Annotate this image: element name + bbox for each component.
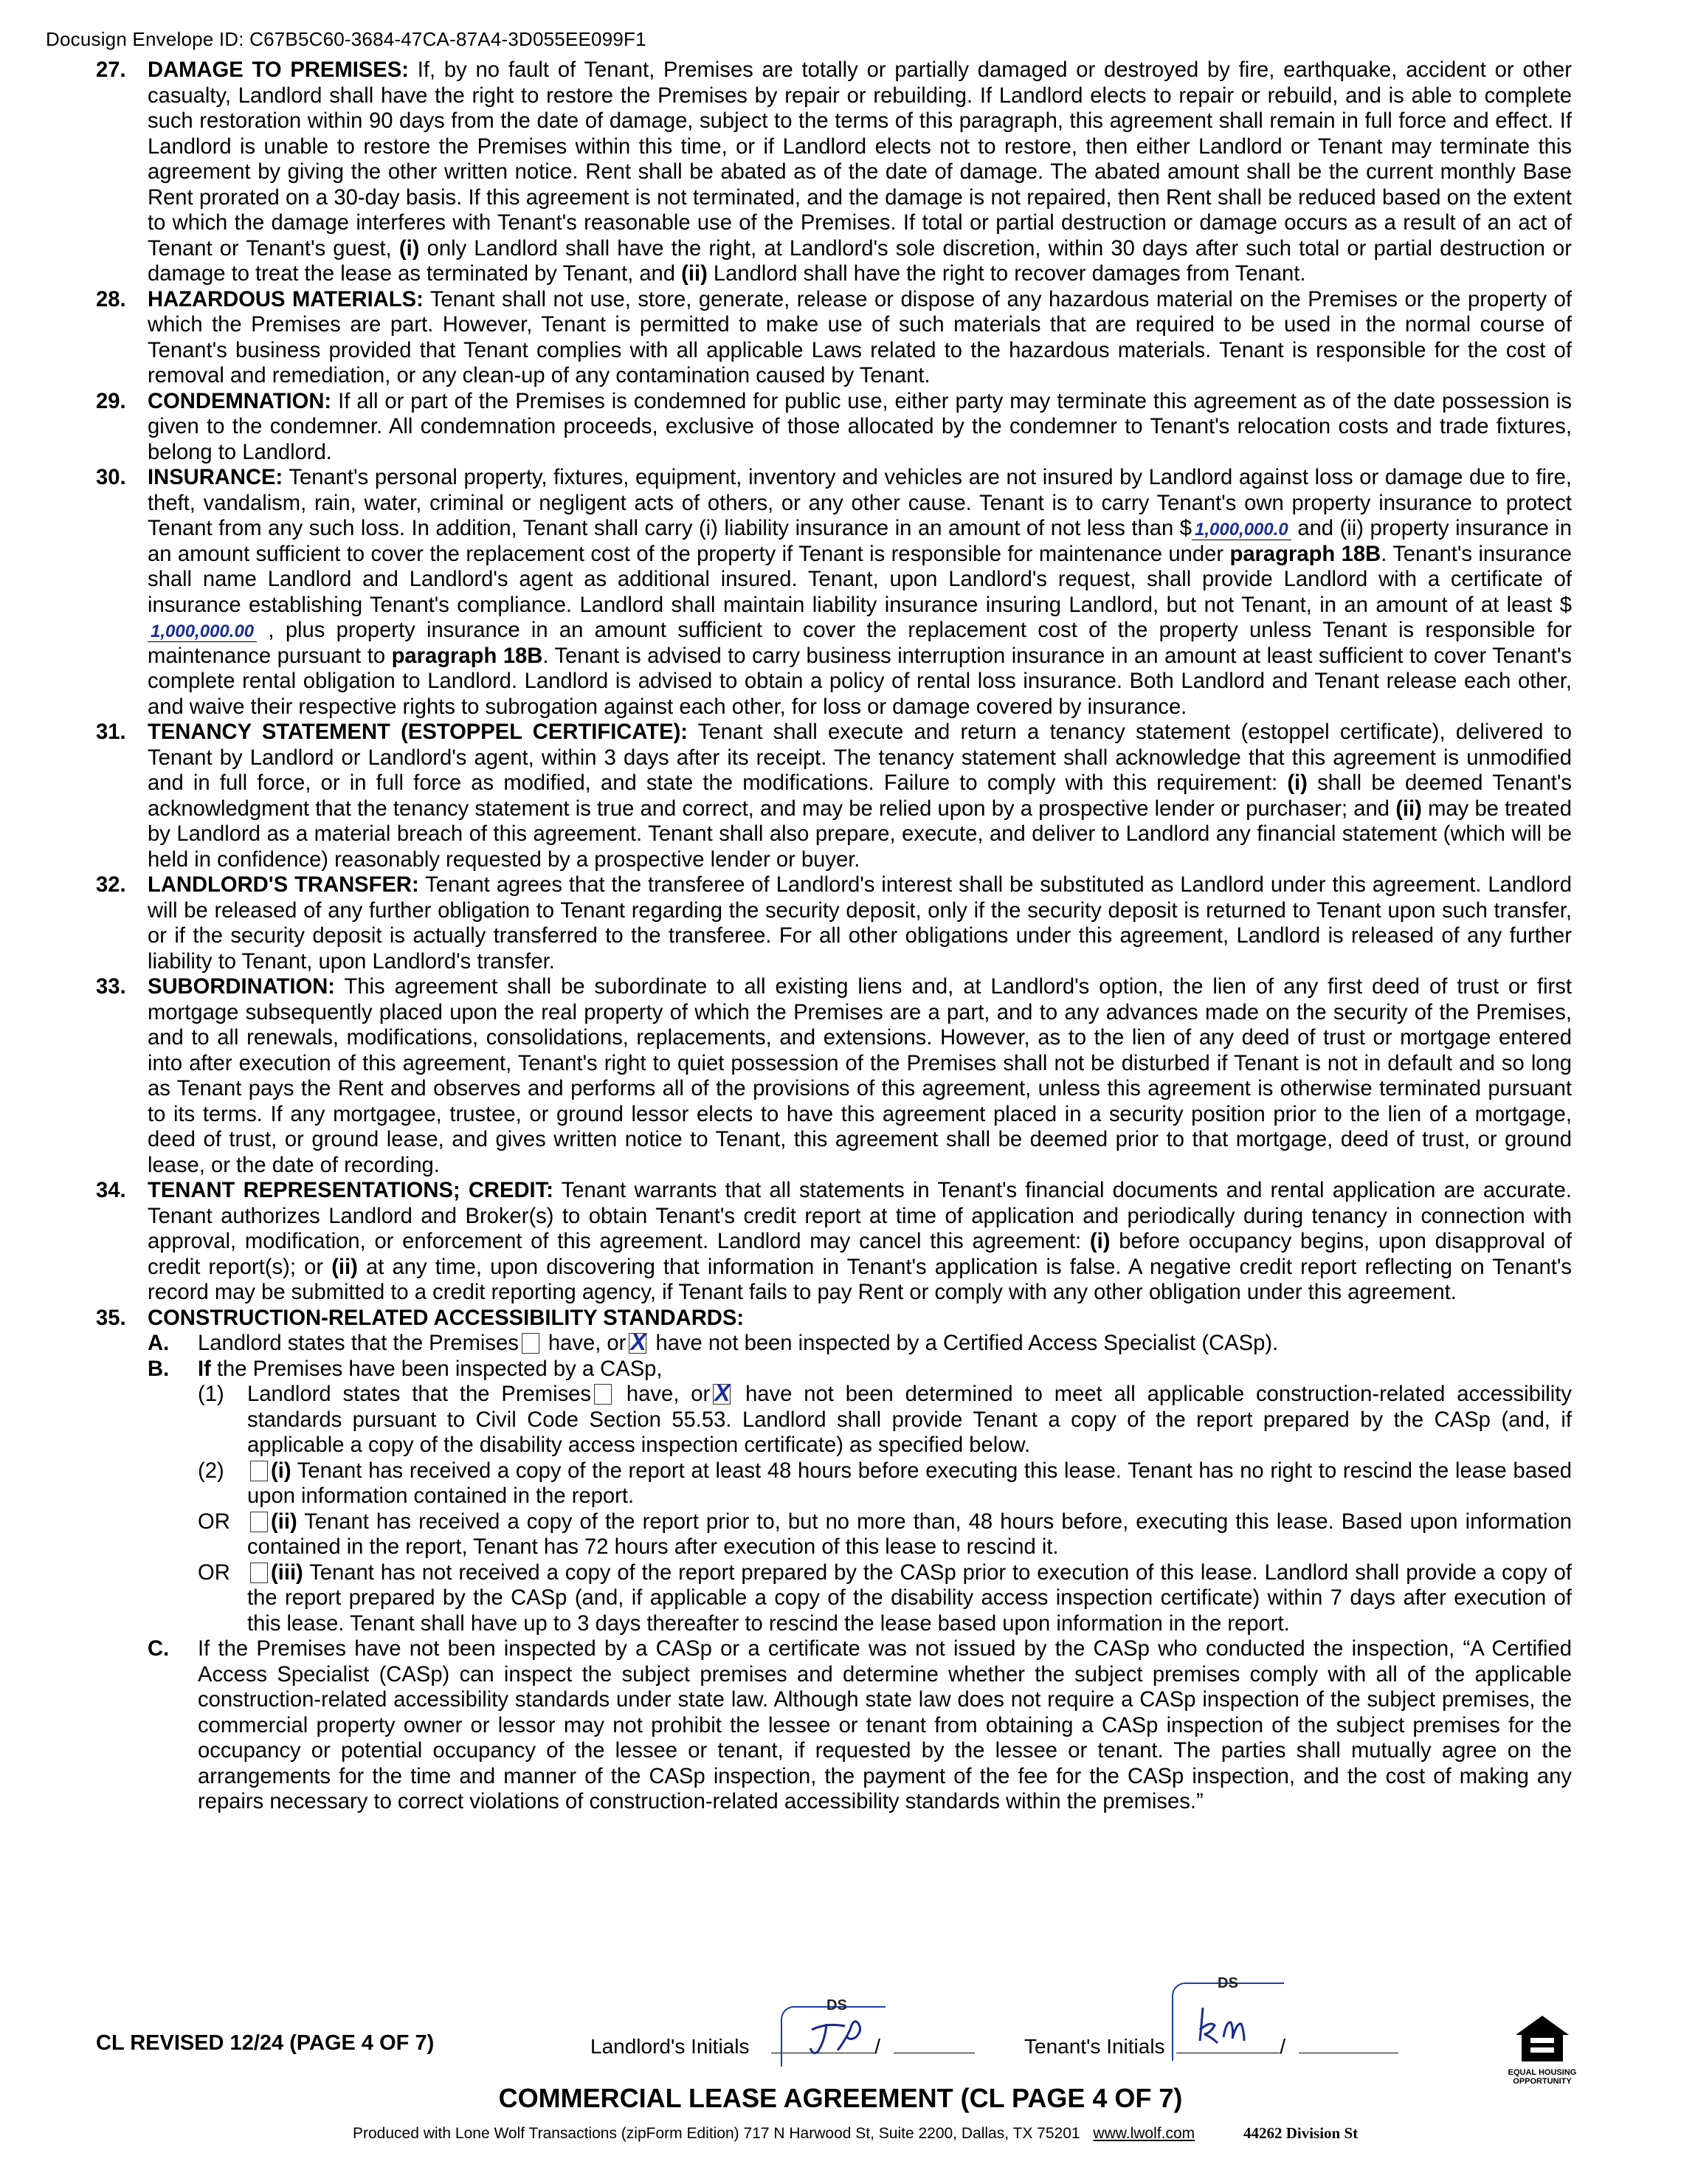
- section-35-b-2-ii: OR (ii) Tenant has received a copy of the report prior to, but no more than, 48 hours before, executing this lease. Based upon information contained in the report, Tenant has 72 hours after execution of this lease to rescind it.: [198, 1509, 1572, 1559]
- standards-have-not-checkbox[interactable]: [713, 1384, 731, 1405]
- section-heading: TENANT REPRESENTATIONS; CREDIT:: [148, 1179, 553, 1202]
- section-number: 28.: [96, 287, 126, 311]
- report-received-48h-checkbox[interactable]: [250, 1461, 268, 1481]
- tenant-initials-field-2[interactable]: [1299, 2035, 1398, 2053]
- section-heading: SUBORDINATION:: [148, 975, 336, 999]
- section-heading: CONDEMNATION:: [148, 389, 332, 413]
- section-heading: INSURANCE:: [148, 466, 283, 489]
- section-35-c: C. If the Premises have not been inspected by a CASp or a certificate was not issued by the CASp who conducted the inspection, “A Certified Access Specialist (CASp) can inspect the subject premises and determine whether the subject premises comply with all of the applicable construction-related accessibility standards under state law. Although state law does not require a CASp inspection of the subject premises, the commercial property owner or lessor may not prohibit the lessee or tenant from obtaining a CASp inspection of the subject premises for the occupancy or potential occupancy of the lessee or tenant, if requested by the lessee or tenant. The parties shall mutually agree on the arrangements for the time and manner of the CASp inspection, the payment of the fee for the CASp inspection, and the cost of making any repairs necessary to correct violations of construction-related accessibility standards within the premises.”: [148, 1637, 1572, 1813]
- section-35-b-1: (1) Landlord states that the Premises have, orX have not been determined to meet all applicable construction-related accessibility standards pursuant to Civil Code Section 55.53. Landlord shall provide Tenant a copy of the report prepared by the CASp (and, if applicable a copy of the disability access inspection certificate) as specified below.: [96, 1382, 1572, 1458]
- section-heading: LANDLORD'S TRANSFER:: [148, 873, 419, 897]
- tenant-initials: Tenant's Initials /: [1024, 2035, 1398, 2059]
- landlord-liability-amount-field[interactable]: 1,000,000.00: [148, 622, 257, 642]
- section-heading: TENANCY STATEMENT (ESTOPPEL CERTIFICATE):: [148, 720, 688, 744]
- section-heading: DAMAGE TO PREMISES:: [148, 58, 409, 82]
- produced-with: Produced with Lone Wolf Transactions (zipForm Edition) 717 N Harwood St, Suite 2200, Dallas, TX 75201 www.lwolf.com 44262 Division St: [353, 2124, 1359, 2142]
- casp-inspected-have-checkbox[interactable]: [522, 1333, 539, 1354]
- equal-housing-icon: [1513, 2013, 1572, 2064]
- landlord-initials-signature: [804, 2008, 886, 2059]
- section-35-b-2: (2) (i) Tenant has received a copy of the report at least 48 hours before executing this lease. Tenant has no right to rescind the lease based upon information contained in the report.: [198, 1458, 1572, 1508]
- report-received-prior-checkbox[interactable]: [250, 1512, 268, 1532]
- section-35-a: A. Landlord states that the Premises have, orX have not been inspected by a Certified Access Specialist (CASp).: [96, 1331, 1572, 1357]
- lwolf-link[interactable]: www.lwolf.com: [1093, 2125, 1195, 2142]
- section-number: 32.: [96, 873, 126, 897]
- landlord-initials: Landlord's Initials /: [590, 2035, 975, 2059]
- tenant-liability-amount-field[interactable]: 1,000,000.0: [1192, 520, 1291, 540]
- section-number: 34.: [96, 1179, 126, 1202]
- page-title: COMMERCIAL LEASE AGREEMENT (CL PAGE 4 OF 7): [498, 2083, 1183, 2113]
- section-heading: CONSTRUCTION-RELATED ACCESSIBILITY STANDARDS:: [148, 1306, 745, 1330]
- envelope-id: Docusign Envelope ID: C67B5C60-3684-47CA-87A4-3D055EE099F1: [46, 28, 646, 50]
- section-31: 31. TENANCY STATEMENT (ESTOPPEL CERTIFICATE): Tenant shall execute and return a tenancy statement (estoppel certificate), delivered to Tenant by Landlord or Landlord's agent, within 3 days after its receipt. The tenancy statement shall acknowledge that this agreement is unmodified and in full force, or in full force as modified, and state the modifications. Failure to comply with this requirement: (i) shall be deemed Tenant's acknowledgment that the tenancy statement is true and correct, and may be relied upon by a prospective lender or purchaser; and (ii) may be treated by Landlord as a material breach of this agreement. Tenant shall also prepare, execute, and deliver to Landlord any financial statement (which will be held in confidence) reasonably requested by a prospective lender or buyer.: [96, 720, 1572, 872]
- report-not-received-checkbox[interactable]: [250, 1563, 268, 1583]
- section-35: [96, 1306, 1572, 1332]
- casp-inspected-have-not-checkbox[interactable]: [629, 1333, 646, 1354]
- section-27: 27. DAMAGE TO PREMISES: If, by no fault of Tenant, Premises are totally or partially damaged or destroyed by fire, earthquake, accident or other casualty, Landlord shall have the right to restore the Premises by repair or rebuilding. If Landlord elects to repair or rebuild, and is able to complete such restoration within 90 days from the date of damage, subject to the terms of this paragraph, this agreement shall remain in full force and effect. If Landlord is unable to restore the Premises within this time, or if Landlord elects not to restore, then either Landlord or Tenant may terminate this agreement by giving the other written notice. Rent shall be abated as of the date of damage. The abated amount shall be the current monthly Base Rent prorated on a 30-day basis. If this agreement is not terminated, and the damage is not repaired, then Rent shall be reduced based on the extent to which the damage interferes with Tenant's reasonable use of the Premises. If total or partial destruction or damage occurs as a result of an act of Tenant or Tenant's guest, (i) only Landlord shall have the right, at Landlord's sole discretion, within 30 days after such total or partial destruction or damage to treat the lease as terminated by Tenant, and (ii) Landlord shall have the right to recover damages from Tenant.: [96, 58, 1572, 286]
- section-35-b: B. If the Premises have been inspected by a CASp,: [148, 1357, 663, 1381]
- property-address: 44262 Division St: [1243, 2124, 1359, 2142]
- section-number: 31.: [96, 720, 126, 744]
- section-number: 33.: [96, 975, 126, 999]
- landlord-initials-field-2[interactable]: [894, 2035, 975, 2053]
- section-33: 33. SUBORDINATION: This agreement shall be subordinate to all existing liens and, at Landlord's option, the lien of any first deed of trust or first mortgage subsequently placed upon the real property of which the Premises are a part, and to any advances made on the security of the Premises, and to all renewals, modifications, consolidations, replacements, and extensions. However, as to the lien of any deed of trust or mortgage entered into after execution of this agreement, Tenant's right to quiet possession of the Premises shall not be disturbed if Tenant is not in default and so long as Tenant pays the Rent and observes and performs all of the provisions of this agreement, unless this agreement is otherwise terminated pursuant to its terms. If any mortgagee, trustee, or ground lessor elects to have this agreement placed in a security position prior to the lien of a mortgage, deed of trust, or ground lease, and gives written notice to Tenant, this agreement shall be deemed prior to that mortgage, deed of trust, or ground lease, or the date of recording.: [96, 975, 1572, 1177]
- ds-label: DS: [1218, 1975, 1238, 1991]
- lease-body: [96, 58, 1572, 1815]
- section-number: 30.: [96, 466, 126, 489]
- revision-label: CL REVISED 12/24 (PAGE 4 OF 7): [96, 2031, 435, 2055]
- section-34: 34. TENANT REPRESENTATIONS; CREDIT: Tenant warrants that all statements in Tenant's financial documents and rental application are accurate. Tenant authorizes Landlord and Broker(s) to obtain Tenant's credit report at time of application and periodically during tenancy in connection with approval, modification, or enforcement of this agreement. Landlord may cancel this agreement: (i) before occupancy begins, upon disapproval of credit report(s); or (ii) at any time, upon discovering that information in Tenant's application is false. A negative credit report reflecting on Tenant's record may be submitted to a credit reporting agency, if Tenant fails to pay Rent or comply with any other obligation under this agreement.: [96, 1179, 1573, 1304]
- section-29: 29. CONDEMNATION: If all or part of the Premises is condemned for public use, either party may terminate this agreement as of the date possession is given to the condemner. All condemnation proceeds, exclusive of those allocated by the condemner to Tenant's relocation costs and trade fixtures, belong to Landlord.: [96, 389, 1572, 464]
- section-heading: HAZARDOUS MATERIALS:: [148, 287, 424, 311]
- standards-have-checkbox[interactable]: [594, 1384, 612, 1405]
- section-number: 35.: [96, 1306, 126, 1330]
- ds-label: DS: [826, 1997, 847, 2014]
- section-32: 32. LANDLORD'S TRANSFER: Tenant agrees that the transferee of Landlord's interest shall be substituted as Landlord under this agreement. Landlord will be released of any further obligation to Tenant regarding the security deposit, only if the security deposit is returned to Tenant upon such transfer, or if the security deposit is actually transferred to the transferee. For all other obligations under this agreement, Landlord is released of any further liability to Tenant, upon Landlord's transfer.: [96, 873, 1572, 974]
- section-35-b-2-iii: OR (iii) Tenant has not received a copy of the report prepared by the CASp prior to execution of this lease. Landlord shall provide a copy of the report prepared by the CASp (and, if applicable a copy of the disability access inspection certificate) within 7 days after execution of this lease. Tenant shall have up to 3 days thereafter to rescind the lease based upon information in the report.: [198, 1560, 1572, 1636]
- section-30: 30. INSURANCE: Tenant's personal property, fixtures, equipment, inventory and vehicles are not insured by Landlord against loss or damage due to fire, theft, vandalism, rain, water, criminal or negligent acts of others, or any other cause. Tenant is to carry Tenant's own property insurance to protect Tenant from any such loss. In addition, Tenant shall carry (i) liability insurance in an amount of not less than $ 1,000,000.0 and (ii) property insurance in an amount sufficient to cover the replacement cost of the property if Tenant is responsible for maintenance under paragraph 18B. Tenant's insurance shall name Landlord and Landlord's agent as additional insured. Tenant, upon Landlord's request, shall provide Landlord with a certificate of insurance establishing Tenant's compliance. Landlord shall maintain liability insurance insuring Landlord, but not Tenant, in an amount of at least $1,000,000.00 , plus property insurance in an amount sufficient to cover the replacement cost of the property unless Tenant is responsible for maintenance pursuant to paragraph 18B. Tenant is advised to carry business interruption insurance in an amount at least sufficient to cover Tenant's complete rental obligation to Landlord. Landlord is advised to obtain a policy of rental loss insurance. Both Landlord and Tenant release each other, and waive their respective rights to subrogation against each other, for loss or damage covered by insurance.: [96, 466, 1573, 719]
- equal-housing-logo: EQUAL HOUSING OPPORTUNITY: [1505, 2013, 1579, 2086]
- section-number: 27.: [96, 58, 126, 82]
- tenant-initials-signature: [1188, 2000, 1269, 2052]
- section-28: 28. HAZARDOUS MATERIALS: Tenant shall not use, store, generate, release or dispose of any hazardous material on the Premises or the property of which the Premises are part. However, Tenant is permitted to make use of such materials that are required to be used in the normal course of Tenant's business provided that Tenant complies with all applicable Laws related to the hazardous materials. Tenant is responsible for the cost of removal and remediation, or any clean-up of any contamination caused by Tenant.: [96, 287, 1573, 387]
- section-number: 29.: [96, 389, 126, 413]
